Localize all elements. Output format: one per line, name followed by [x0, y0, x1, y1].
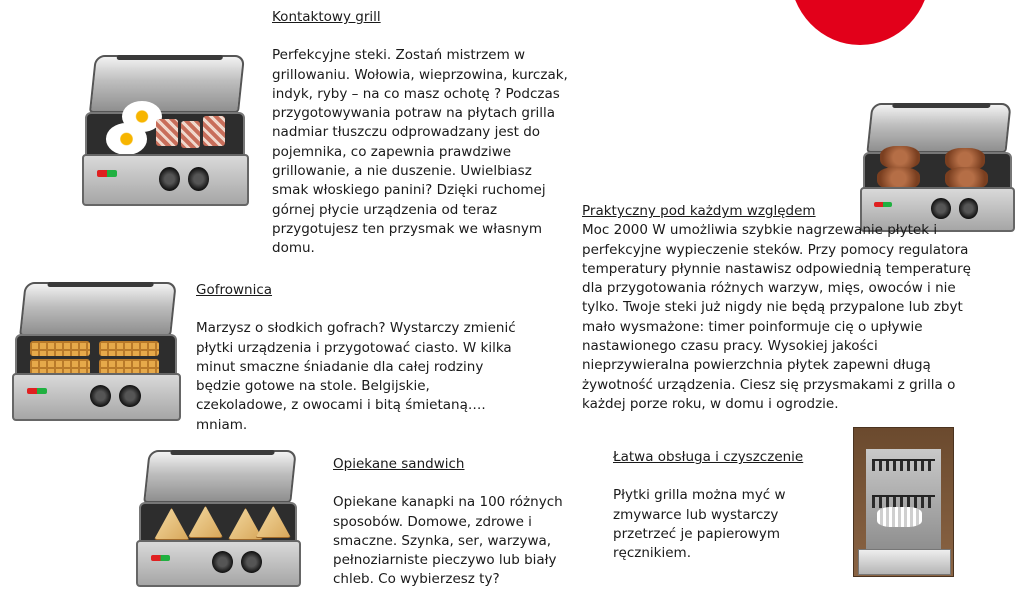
- waffle-maker-image: [12, 282, 180, 420]
- grill-base: [82, 154, 249, 206]
- sandwich-grill-image: [136, 450, 300, 586]
- red-circle-decoration: [790, 0, 930, 45]
- grill-lid: [143, 450, 297, 503]
- grill-lid: [867, 103, 1012, 153]
- section-heading: Gofrownica: [196, 282, 273, 298]
- grill-lid: [89, 55, 245, 113]
- section-gofrownica: [196, 281, 516, 435]
- section-opiekane-sandwich: [333, 455, 568, 590]
- section-heading: Łatwa obsługa i czyszczenie: [613, 449, 804, 465]
- section-latwa-obsluga: [613, 448, 838, 563]
- section-praktyczny: [582, 202, 987, 414]
- grill-lid: [19, 282, 176, 336]
- section-text: Opiekane kanapki na 100 różnych sposobów. Domowe, zdrowe i smaczne. Szynka, ser, warzywa, pełnoziarniste pieczywo lub biały chleb. Co wybierzesz ty?: [333, 494, 563, 588]
- section-text: Marzysz o słodkich gofrach? Wystarczy zmienić płytki urządzenia i przygotować ciasto. W kilka minut smaczne śniadanie dla całej rodziny będzie gotowe na stole. Belgijskie, czekoladowe, z owocami i bitą śmietaną…. mniam.: [196, 320, 516, 433]
- section-heading: Praktyczny pod każdym względem: [582, 203, 816, 219]
- section-text: Płytki grilla można myć w zmywarce lub wystarczy przetrzeć je papierowym ręcznikiem.: [613, 487, 786, 562]
- section-kontaktowy-grill: [272, 8, 572, 259]
- contact-grill-image: [82, 55, 248, 205]
- dishwasher-image: [853, 427, 954, 577]
- section-heading: Kontaktowy grill: [272, 9, 381, 25]
- section-text: Moc 2000 W umożliwia szybkie nagrzewanie płytek i perfekcyjne wypieczenie steków. Przy pomocy regulatora temperatury płynnie nastawisz odpowiednią temperaturę dla przygotowania różnych warzyw, mięs, owoców i nie tylko. Twoje steki już nigdy nie będą przypalone lub zbyt mało wysmażone: timer poinformuje cię o upływie nastawionego czasu pracy. Wysokiej jakości nieprzywieralna powierzchnia płytek zapewni długą żywotność urządzenia. Ciesz się przysmakami z grilla o każdej porze roku, w domu i ogrodzie.: [582, 222, 971, 412]
- grill-base: [136, 540, 301, 588]
- section-text: Perfekcyjne steki. Zostań mistrzem w grillowaniu. Wołowia, wieprzowina, kurczak, indyk, ryby – na co masz ochotę ? Podczas przygotowywania potraw na płytach grilla nadmiar tłuszczu odprowadzany jest do pojemnika, co zapewnia prawdziwe grillowanie, a nie duszenie. Uwielbiasz smak włoskiego panini? Dzięki ruchomej górnej płycie urządzenia od teraz przygotujesz ten przysmak we własnym domu.: [272, 47, 568, 257]
- section-heading: Opiekane sandwich: [333, 456, 465, 472]
- grill-base: [12, 373, 181, 421]
